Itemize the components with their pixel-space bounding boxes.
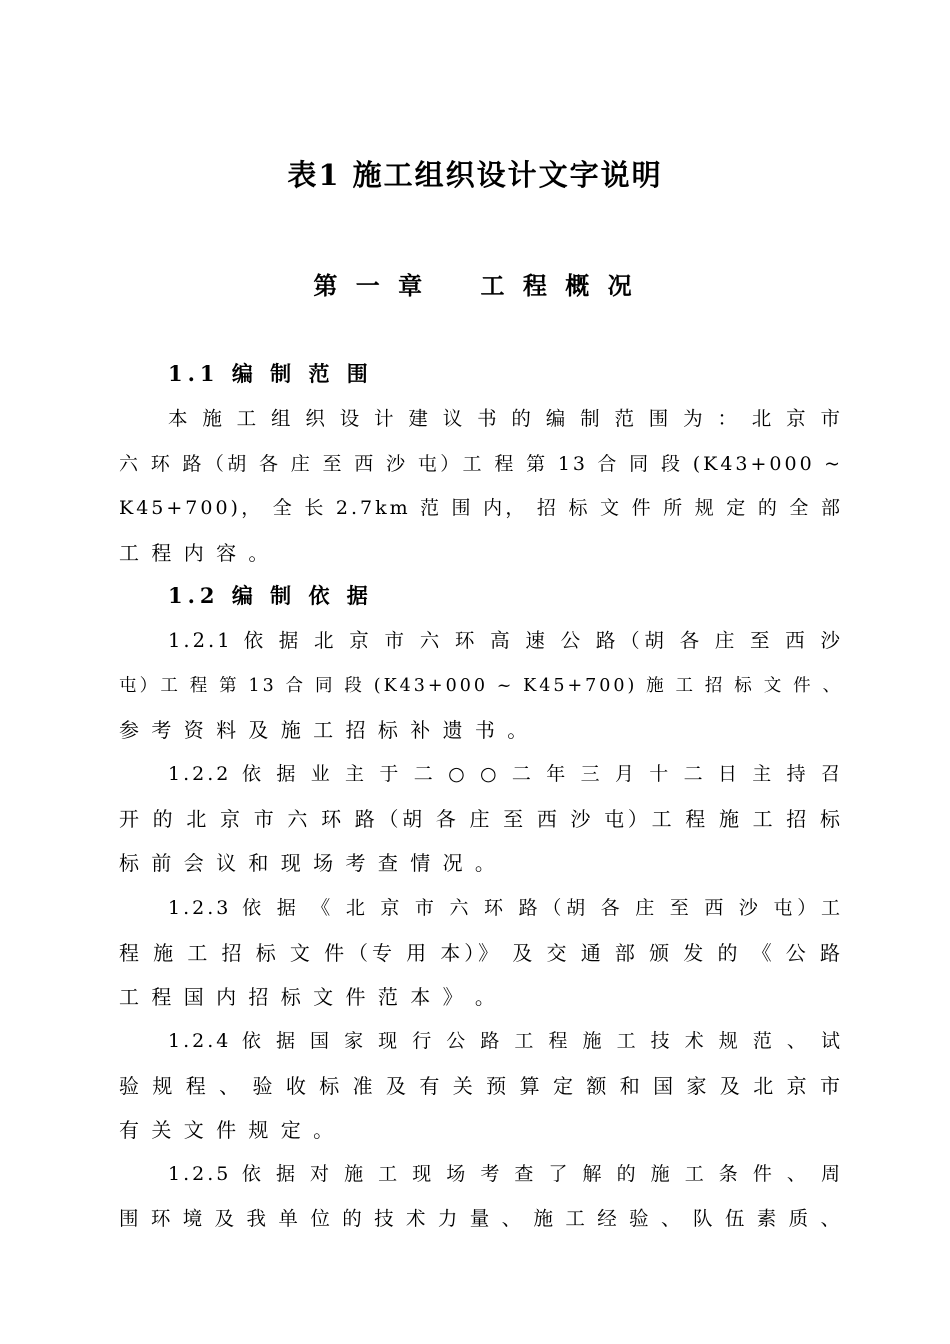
paragraph-line: 围 环 境 及 我 单 位 的 技 术 力 量 、 施 工 经 验 、 队 伍 素 质 、	[119, 1206, 843, 1230]
paragraph-basis-1	[119, 619, 843, 753]
section-heading-1-1: 1.1 编 制 范 围	[168, 361, 373, 386]
document-title: 表1 施工组织设计文字说明	[287, 158, 663, 192]
paragraph-basis-5	[119, 1152, 843, 1241]
paragraph-line: 有 关 文 件 规 定 。	[119, 1118, 337, 1142]
paragraph-line: 1.2.3 依 据 《 北 京 市 六 环 路（胡 各 庄 至 西 沙 屯）工	[168, 897, 843, 919]
paragraph-line: 1.2.4 依 据 国 家 现 行 公 路 工 程 施 工 技 术 规 范 、 试	[168, 1030, 843, 1052]
paragraph-basis-3	[119, 886, 843, 1020]
paragraph-line: 程 施 工 招 标 文 件（专 用 本）》 及 交 通 部 颁 发 的 《 公 路	[119, 940, 843, 965]
paragraph-line: 工 程 国 内 招 标 文 件 范 本 》 。	[119, 985, 498, 1009]
section-heading-1-2: 1.2 编 制 依 据	[168, 583, 373, 608]
paragraph-line: 1.2.5 依 据 对 施 工 现 场 考 查 了 解 的 施 工 条 件 、 周	[168, 1163, 843, 1185]
paragraph-line: 工 程 内 容 。	[119, 540, 272, 565]
paragraph-line: 六 环 路（胡 各 庄 至 西 沙 屯）工 程 第 13 合 同 段 (K43+000 ~	[119, 452, 843, 475]
chapter-title: 第 一 章 工 程 概 况	[313, 271, 637, 300]
paragraph-line: 1.2.2 依 据 业 主 于 二 ○ ○ 二 年 三 月 十 二 日 主 持 召	[168, 763, 843, 785]
paragraph-line: 1.2.1 依 据 北 京 市 六 环 高 速 公 路（胡 各 庄 至 西 沙	[168, 629, 843, 652]
paragraph-line: 参 考 资 料 及 施 工 招 标 补 遗 书 。	[119, 718, 531, 742]
paragraph-basis-4	[119, 1019, 843, 1153]
paragraph-scope	[119, 397, 843, 575]
paragraph-line: 验 规 程 、 验 收 标 准 及 有 关 预 算 定 额 和 国 家 及 北 京 市	[119, 1073, 843, 1098]
paragraph-line: 标 前 会 议 和 现 场 考 查 情 况 。	[119, 851, 498, 875]
paragraph-line: 开 的 北 京 市 六 环 路（胡 各 庄 至 西 沙 屯）工 程 施 工 招 标	[119, 806, 843, 831]
paragraph-line: 本 施 工 组 织 设 计 建 议 书 的 编 制 范 围 为 ： 北 京 市	[168, 407, 843, 430]
paragraph-line: K45+700)， 全 长 2.7km 范 围 内， 招 标 文 件 所 规 定 的 全 部	[119, 497, 843, 519]
paragraph-line: 屯）工 程 第 13 合 同 段 (K43+000 ~ K45+700) 施 工 招 标 文 件 、	[119, 675, 843, 696]
paragraph-basis-2	[119, 752, 843, 886]
